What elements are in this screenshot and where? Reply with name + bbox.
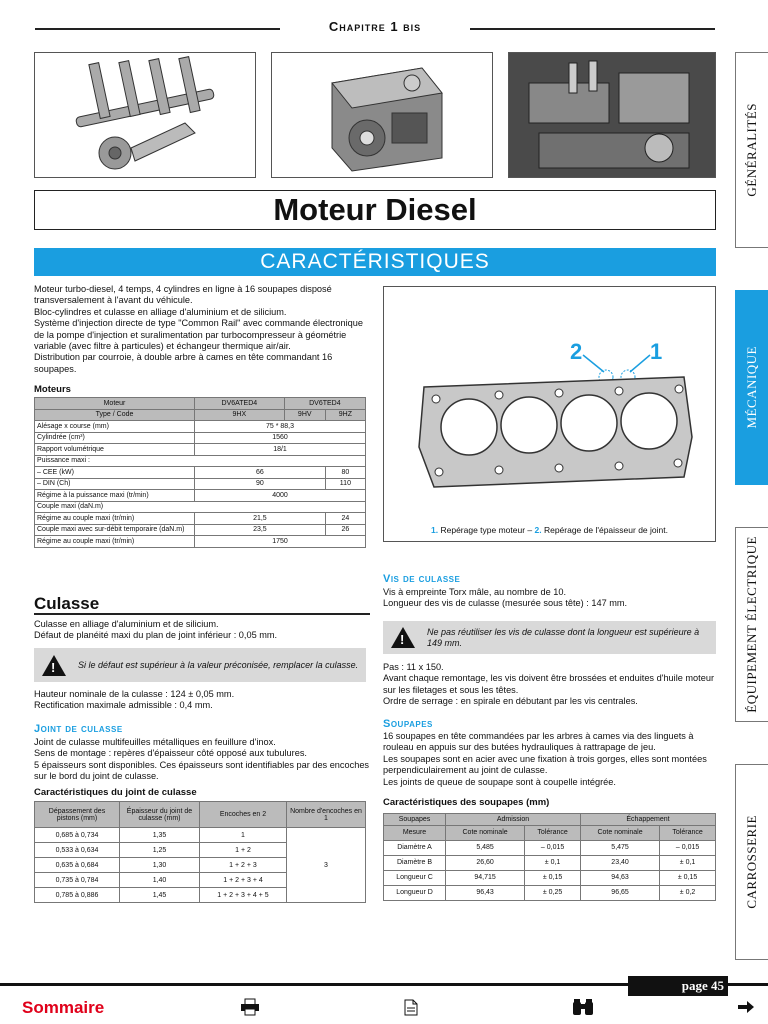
table-cell: Couple maxi avec sur-débit temporaire (daN.m) <box>35 524 195 536</box>
culasse-line: Rectification maximale admissible : 0,4 mm. <box>34 700 213 711</box>
vis-warning <box>383 621 716 654</box>
soupapes-line: Les joints de queue de soupape sont à coupelle intégrée. <box>383 776 616 787</box>
table-cell: 26,60 <box>446 855 525 870</box>
intro-line: Distribution par courroie, à double arbre à cames en tête commandant 16 soupapes. <box>34 352 333 374</box>
joint-line: Joint de culasse multifeuilles métalliques en feuillure d'inox. <box>34 737 276 747</box>
table-header: 9HX <box>195 409 285 421</box>
table-header: 9HZ <box>325 409 365 421</box>
tab-label: GÉNÉRALITÉS <box>744 103 759 197</box>
table-cell: 1 + 2 + 3 + 4 + 5 <box>200 888 287 903</box>
table-cell: 1,30 <box>120 858 200 873</box>
table-cell: 21,5 <box>195 513 326 525</box>
table-header: Épaisseur du joint de culasse (mm) <box>120 802 200 828</box>
gasket-drawing <box>384 287 715 512</box>
print-icon[interactable] <box>240 998 260 1021</box>
intro-text <box>34 284 370 375</box>
culasse-text <box>34 619 370 642</box>
table-header: Moteur <box>35 398 195 410</box>
table-cell: 4000 <box>195 490 366 502</box>
photo-engine-bay <box>508 52 716 178</box>
table-row <box>35 421 366 433</box>
vis-line: Ordre de serrage : en spirale en débutant par les vis centrales. <box>383 696 638 707</box>
table-cell: 1,45 <box>120 888 200 903</box>
table-cell: Rapport volumétrique <box>35 444 195 456</box>
marker-1: 1 <box>650 339 663 364</box>
table-cell: 1,25 <box>120 843 200 858</box>
table-cell: 0,785 à 0,886 <box>35 888 120 903</box>
binoculars-icon[interactable] <box>572 998 594 1021</box>
intro-line: Système d'injection directe de type "Common Rail" avec commande électronique de la pompe d'injection et suralimentation par turbocompresseur à géométrie variable (avec filtre à particules) et échangeur thermique air/air. <box>34 318 363 352</box>
table-cell: 26 <box>325 524 365 536</box>
soupapes-table <box>383 813 716 901</box>
table-cell: Cylindrée (cm³) <box>35 432 195 444</box>
caption-text: Repérage de l'épaisseur de joint. <box>541 525 668 535</box>
table-cell: 24 <box>325 513 365 525</box>
table-cell: 0,685 à 0,734 <box>35 828 120 843</box>
table-cell: ± 0,15 <box>525 870 581 885</box>
intro-line: Bloc-cylindres et culasse en alliage d'aluminium et de silicium. <box>34 306 287 317</box>
table-row <box>384 840 716 855</box>
sommaire-link[interactable]: Sommaire <box>22 998 105 1017</box>
table-cell: – 0,015 <box>525 840 581 855</box>
table-row <box>35 398 366 410</box>
joint-text <box>34 737 370 783</box>
gasket-figure <box>383 286 716 542</box>
table-cell: – CEE (kW) <box>35 467 195 479</box>
table-cell: Longueur C <box>384 870 446 885</box>
moteurs-title: Moteurs <box>34 384 71 395</box>
table-cell: 96,65 <box>580 885 659 900</box>
table-cell: Alésage x course (mm) <box>35 421 195 433</box>
table-row <box>35 478 366 490</box>
joint-title: Joint de culasse <box>34 723 123 735</box>
table-cell: Couple maxi (daN.m) <box>35 501 366 513</box>
joint-line: 5 épaisseurs sont disponibles. Ces épaisseurs sont identifiables par des encoches sur le bord du joint de culasse. <box>34 759 370 782</box>
table-header: Mesure <box>384 825 446 840</box>
table-cell: ± 0,15 <box>660 870 716 885</box>
next-arrow-icon[interactable] <box>737 1000 755 1019</box>
table-cell: 1 <box>200 828 287 843</box>
table-cell: 0,635 à 0,684 <box>35 858 120 873</box>
table-row <box>35 455 366 467</box>
table-cell: – DIN (Ch) <box>35 478 195 490</box>
table-cell: 1 + 2 <box>200 843 287 858</box>
table-cell: 5,475 <box>580 840 659 855</box>
table-cell: 1 + 2 + 3 + 4 <box>200 873 287 888</box>
table-row <box>35 513 366 525</box>
table-cell: Régime au couple maxi (tr/min) <box>35 536 195 548</box>
table-header: Type / Code <box>35 409 195 421</box>
culasse-text-2 <box>34 689 370 712</box>
table-cell: 80 <box>325 467 365 479</box>
table-cell: ± 0,25 <box>525 885 581 900</box>
table-cell: 0,735 à 0,784 <box>35 873 120 888</box>
table-row <box>384 870 716 885</box>
chapter-label: Chapitre 1 bis <box>280 19 470 34</box>
document-icon[interactable] <box>404 999 418 1021</box>
table-header: Nombre d'encoches en 1 <box>287 802 366 828</box>
table-cell: 1560 <box>195 432 366 444</box>
table-cell: 66 <box>195 467 326 479</box>
tab-label: ÉQUIPEMENT ÉLECTRIQUE <box>744 536 759 713</box>
table-cell: 75 * 88,3 <box>195 421 366 433</box>
soupapes-text <box>383 731 716 788</box>
table-cell: 5,485 <box>446 840 525 855</box>
joint-line: Sens de montage : repères d'épaisseur côté opposé aux tubulures. <box>34 748 307 759</box>
vis-title: Vis de culasse <box>383 573 461 585</box>
table-header: DV6ATED4 <box>195 398 285 410</box>
table-cell: 96,43 <box>446 885 525 900</box>
table-header: Encoches en 2 <box>200 802 287 828</box>
table-row <box>35 501 366 513</box>
table-header: Tolérance <box>525 825 581 840</box>
table-cell: 110 <box>325 478 365 490</box>
caption-number: 1. <box>431 525 439 535</box>
vis-line: Pas : 11 x 150. <box>383 662 444 672</box>
soupapes-table-title: Caractéristiques des soupapes (mm) <box>383 797 550 808</box>
table-row <box>35 828 366 843</box>
table-cell: ± 0,1 <box>525 855 581 870</box>
page-number: page 45 <box>628 976 728 996</box>
joint-table <box>34 801 366 903</box>
culasse-line: Défaut de planéité maxi du plan de joint inférieur : 0,05 mm. <box>34 630 278 641</box>
moteurs-table <box>34 397 366 548</box>
tab-label: MÉCANIQUE <box>744 346 759 429</box>
tab-generalites[interactable] <box>735 52 768 248</box>
tab-label: CARROSSERIE <box>744 815 759 909</box>
table-cell: 0,533 à 0,634 <box>35 843 120 858</box>
table-cell: 23,5 <box>195 524 326 536</box>
table-cell: Longueur D <box>384 885 446 900</box>
soupapes-title: Soupapes <box>383 718 433 730</box>
table-cell: Diamètre B <box>384 855 446 870</box>
table-header: Dépassement des pistons (mm) <box>35 802 120 828</box>
vis-text-2 <box>383 662 716 708</box>
table-row <box>35 490 366 502</box>
table-cell: Diamètre A <box>384 840 446 855</box>
joint-table-title: Caractéristiques du joint de culasse <box>34 787 197 798</box>
vis-line: Longueur des vis de culasse (mesurée sous tête) : 147 mm. <box>383 598 628 609</box>
table-cell: – 0,015 <box>660 840 716 855</box>
warning-text: Ne pas réutiliser les vis de culasse dont la longueur est supérieure à 149 mm. <box>427 627 700 648</box>
table-cell: 90 <box>195 478 326 490</box>
table-header: DV6TED4 <box>284 398 365 410</box>
table-row <box>384 885 716 900</box>
culasse-line: Hauteur nominale de la culasse : 124 ± 0,05 mm. <box>34 689 235 699</box>
culasse-warning <box>34 648 366 682</box>
table-row <box>35 467 366 479</box>
vis-text <box>383 587 716 610</box>
table-header: Tolérance <box>660 825 716 840</box>
table-header: Cote nominale <box>580 825 659 840</box>
table-row <box>35 536 366 548</box>
table-header: Cote nominale <box>446 825 525 840</box>
table-row <box>35 802 366 828</box>
soupapes-line: 16 soupapes en tête commandées par les arbres à cames via des linguets à rouleau en appuis sur des butées hydrauliques à rattrapage de jeu. <box>383 731 694 753</box>
table-cell: 94,715 <box>446 870 525 885</box>
table-cell: 23,40 <box>580 855 659 870</box>
table-row <box>384 825 716 840</box>
table-cell: Régime au couple maxi (tr/min) <box>35 513 195 525</box>
table-cell: 18/1 <box>195 444 366 456</box>
warning-text: Si le défaut est supérieur à la valeur préconisée, remplacer la culasse. <box>78 659 359 670</box>
vis-line: Avant chaque remontage, les vis doivent être brossées et enduites d'huile moteur sur les filetages et sous les têtes. <box>383 673 715 695</box>
table-header: 9HV <box>284 409 325 421</box>
culasse-line: Culasse en alliage d'aluminium et de silicium. <box>34 619 219 629</box>
table-cell: 94,63 <box>580 870 659 885</box>
table-cell: 1750 <box>195 536 366 548</box>
caption-text: Repérage type moteur – <box>438 525 535 535</box>
table-row <box>35 409 366 421</box>
tab-equipement-electrique[interactable] <box>735 527 768 722</box>
tab-carrosserie[interactable] <box>735 764 768 960</box>
table-cell: ± 0,2 <box>660 885 716 900</box>
intro-line: Moteur turbo-diesel, 4 temps, 4 cylindres en ligne à 16 soupapes disposé transversalement à l'avant du véhicule. <box>34 284 332 306</box>
soupapes-line: Les soupapes sont en acier avec une fixation à trois gorges, elles sont montées perpendiculairement au joint de culasse. <box>383 753 707 776</box>
table-cell: 1 + 2 + 3 <box>200 858 287 873</box>
table-row <box>384 855 716 870</box>
table-cell: Puissance maxi : <box>35 455 366 467</box>
table-cell: 1,35 <box>120 828 200 843</box>
section-bar: CARACTÉRISTIQUES <box>34 248 716 276</box>
marker-2: 2 <box>570 339 583 364</box>
table-header: Soupapes <box>384 814 446 826</box>
table-header: Échappement <box>580 814 715 826</box>
table-cell: ± 0,1 <box>660 855 716 870</box>
table-cell: 3 <box>287 828 366 903</box>
table-row <box>35 524 366 536</box>
photo-injection-rail <box>34 52 256 178</box>
caption-number: 2. <box>534 525 542 535</box>
culasse-rule <box>34 613 370 615</box>
table-row <box>384 814 716 826</box>
vis-line: Vis à empreinte Torx mâle, au nombre de 10. <box>383 587 566 597</box>
table-cell: Régime à la puissance maxi (tr/min) <box>35 490 195 502</box>
tab-mecanique[interactable] <box>735 290 768 485</box>
table-row <box>35 444 366 456</box>
table-row <box>35 432 366 444</box>
warning-icon <box>42 655 66 676</box>
figure-caption <box>384 525 715 535</box>
page-title: Moteur Diesel <box>34 190 716 230</box>
table-cell: 1,40 <box>120 873 200 888</box>
culasse-title: Culasse <box>34 594 100 613</box>
warning-icon <box>391 627 415 648</box>
photo-engine-block <box>271 52 493 178</box>
table-header: Admission <box>446 814 581 826</box>
